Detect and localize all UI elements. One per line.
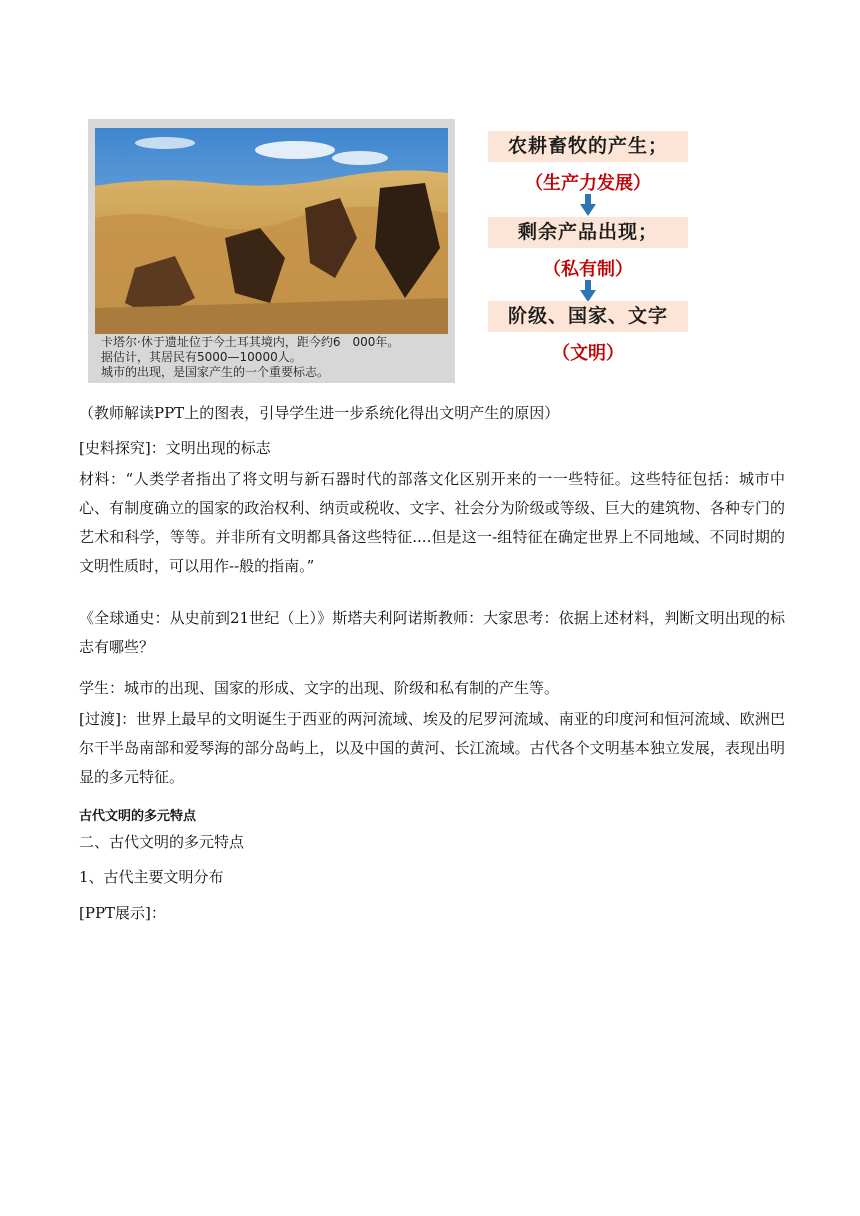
photo-caption (101, 335, 451, 380)
flow-note-civilization: （文明） (552, 343, 624, 364)
flow-note-productivity: （生产力发展） (525, 173, 651, 194)
ppt-label: [PPT展示]： (79, 904, 166, 922)
civilization-origin-flow (488, 131, 688, 363)
flow-step-surplus: 剩余产品出现； (488, 217, 688, 248)
bold-heading: 古代文明的多元特点 (79, 809, 197, 824)
site-photo-image (95, 128, 448, 334)
material-quote: 材料：“人类学者指出了将文明与新石器时代的部落文化区别开来的一一些特征。这些特征包括：城市中心、有制度确立的国家的政治权利、纳贡或税收、文字、社会分为阶级或等级、巨大的建筑物、各种专门的艺术和科学，等等。并非所有文明都具备这些特征....但是这一-组特征在确定世界上不同地域、不同时期的文明性质时，可以用作--般的指南。” (79, 470, 785, 575)
teacher-note: （教师解读PPT上的图表，引导学生进一步系统化得出文明产生的原因） (79, 404, 560, 422)
flow-step-class-state-writing: 阶级、国家、文字 (488, 301, 688, 332)
explore-heading: [史料探究]：文明出现的标志 (79, 439, 271, 457)
source-and-question: 《全球通史：从史前到21世纪（上）》斯塔夫利阿诺斯教师：大家思考：依据上述材料，判断文明出现的标志有哪些？ (79, 609, 785, 656)
arrow-down-icon (580, 194, 596, 216)
caption-line: 城市的出现，是国家产生的一个重要标志。 (101, 365, 330, 379)
flow-step-agriculture: 农耕畜牧的产生； (488, 131, 688, 162)
arrow-down-icon (580, 280, 596, 302)
student-answer: 学生：城市的出现、国家的形成、文字的出现、阶级和私有制的产生等。 (79, 679, 560, 697)
flow-note-private-ownership: （私有制） (543, 259, 633, 280)
section-title: 二、古代文明的多元特点 (79, 833, 245, 851)
archaeological-site-photo (88, 119, 455, 383)
subsection-title: 1、古代主要文明分布 (79, 868, 224, 886)
caption-line: 卡塔尔·休于遗址位于今土耳其境内，距今约6 000年。 (101, 335, 400, 349)
transition-paragraph: [过渡]：世界上最早的文明诞生于西亚的两河流域、埃及的尼罗河流域、南亚的印度河和恒河流域、欧洲巴尔干半岛南部和爱琴海的部分岛屿上，以及中国的黄河、长江流域。古代各个文明基本独立发展，表现出明显的多元特征。 (79, 710, 785, 786)
caption-line: 据估计，其居民有5000—10000人。 (101, 350, 302, 364)
